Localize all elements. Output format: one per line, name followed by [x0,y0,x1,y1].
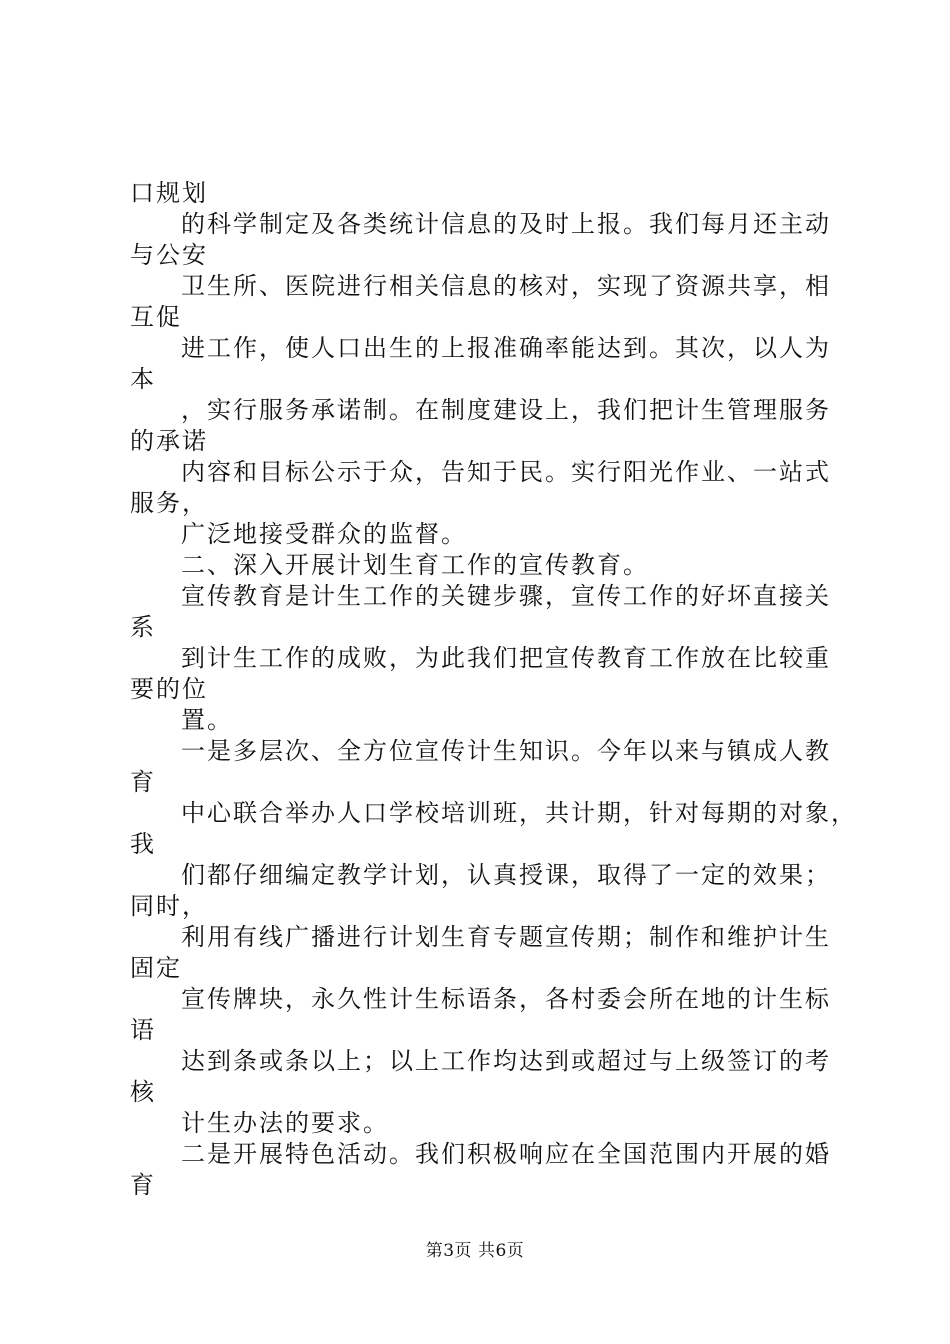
text-line: 的科学制定及各类统计信息的及时上报。我们每月还主动 [181,210,831,238]
text-line: 进工作，使人口出生的上报准确率能达到。其次，以人为 [181,334,831,362]
text-line: 到计生工作的成败，为此我们把宣传教育工作放在比较重 [181,644,831,672]
text-line: 我 [130,830,156,858]
text-line: 置。 [181,706,233,734]
text-line: 中心联合举办人口学校培训班，共计期，针对每期的对象， [181,799,857,827]
text-line: 的承诺 [130,427,208,455]
text-line: 广泛地接受群众的监督。 [181,520,467,548]
text-line: 卫生所、医院进行相关信息的核对，实现了资源共享，相 [181,272,831,300]
text-line: 内容和目标公示于众，告知于民。实行阳光作业、一站式 [181,458,831,486]
text-line: 宣传教育是计生工作的关键步骤，宣传工作的好坏直接关 [181,582,831,610]
text-line: 育 [130,768,156,796]
text-line: 与公安 [130,241,208,269]
text-line: 固定 [130,954,182,982]
section-heading: 二、深入开展计划生育工作的宣传教育。 [181,551,649,579]
text-line: 一是多层次、全方位宣传计生知识。今年以来与镇成人教 [181,737,831,765]
page-number-footer: 第3页 共6页 [425,1241,525,1261]
text-line: 宣传牌块，永久性计生标语条，各村委会所在地的计生标 [181,985,831,1013]
text-line: 们都仔细编定教学计划，认真授课，取得了一定的效果； [181,861,831,889]
text-line: 计生办法的要求。 [181,1109,389,1137]
text-line: 达到条或条以上；以上工作均达到或超过与上级签订的考 [181,1047,831,1075]
text-line: 利用有线广播进行计划生育专题宣传期；制作和维护计生 [181,923,831,951]
text-line: 二是开展特色活动。我们积极响应在全国范围内开展的婚 [181,1140,831,1168]
text-line: 核 [130,1078,156,1106]
text-line: 系 [130,613,156,641]
text-line: 互促 [130,303,182,331]
text-line: 要的位 [130,675,208,703]
text-line: 服务， [130,489,208,517]
text-line: 语 [130,1016,156,1044]
text-line: 本 [130,365,156,393]
text-line: ，实行服务承诺制。在制度建设上，我们把计生管理服务 [181,396,831,424]
text-line: 口规划 [130,179,208,207]
text-line: 同时， [130,892,208,920]
text-line: 育 [130,1171,156,1199]
